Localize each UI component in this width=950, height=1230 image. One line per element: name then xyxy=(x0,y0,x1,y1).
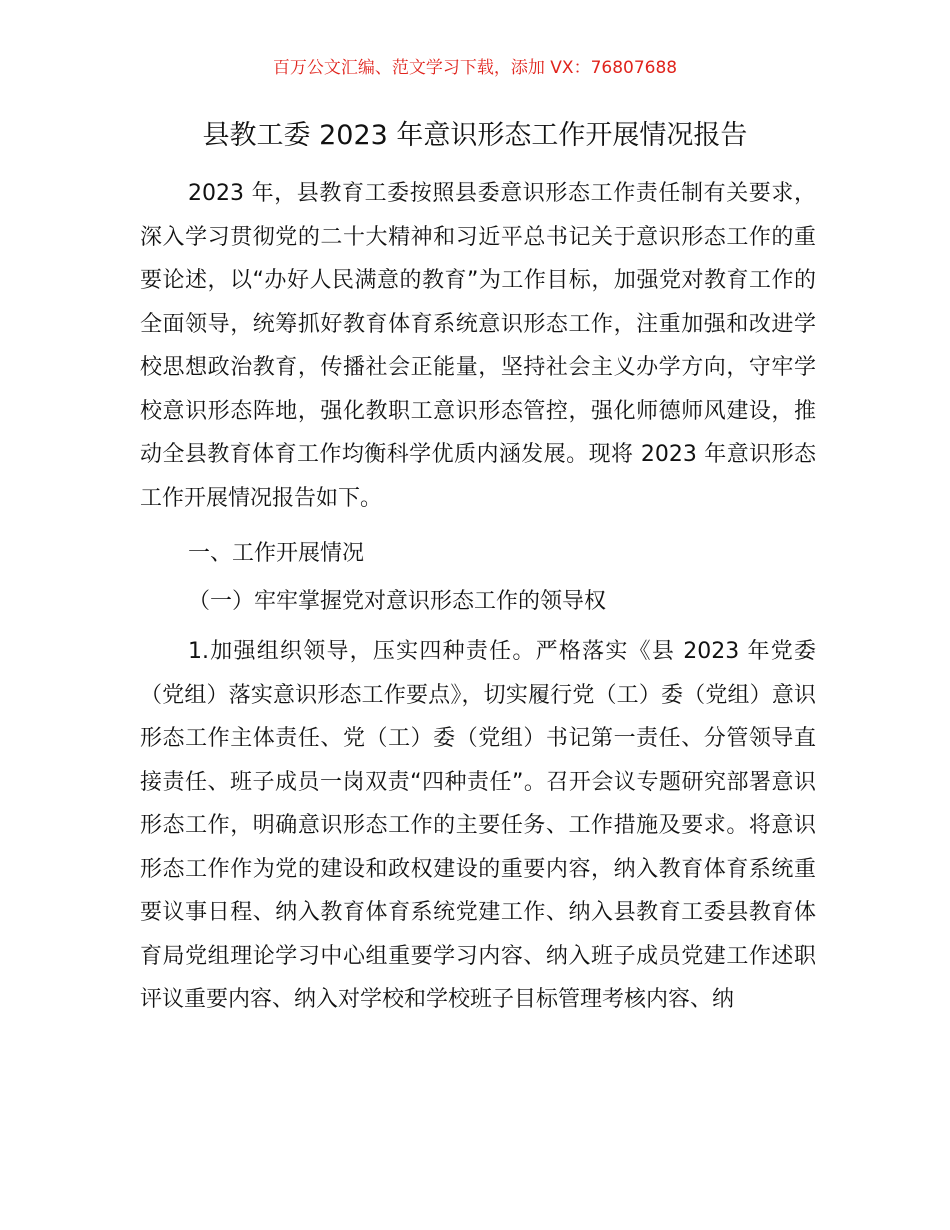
intro-paragraph: 2023 年，县教育工委按照县委意识形态工作责任制有关要求，深入学习贯彻党的二十大精神和习近平总书记关于意识形态工作的重要论述，以“办好人民满意的教育”为工作目标，加强党对教育工作的全面领导，统筹抓好教育体育系统意识形态工作，注重加强和改进学校思想政治教育，传播社会正能量，坚持社会主义办学方向，守牢学校意识形态阵地，强化教职工意识形态管控，强化师德师风建设，推动全县教育体育工作均衡科学优质内涵发展。现将 2023 年意识形态工作开展情况报告如下。 xyxy=(140,181,816,511)
subsection-heading-leadership: （一）牢牢掌握党对意识形态工作的领导权 xyxy=(188,589,607,614)
item-1-paragraph: 1.加强组织领导，压实四种责任。严格落实《县 2023 年党委（党组）落实意识形态工作要点》，切实履行党（工）委（党组）意识形态工作主体责任、党（工）委（党组）书记第一责任、分管领导直接责任、班子成员一岗双责“四种责任”。召开会议专题研究部署意识形态工作，明确意识形态工作的主要任务、工作措施及要求。将意识形态工作作为党的建设和政权建设的重要内容，纳入教育体育系统重要议事日程、纳入教育体育系统党建工作、纳入县教育工委县教育体育局党组理论学习中心组重要学习内容、纳入班子成员党建工作述职评议重要内容、纳入对学校和学校班子目标管理考核内容、纳 xyxy=(140,639,816,1012)
section-heading-work-progress: 一、工作开展情况 xyxy=(188,541,365,566)
document-title: 县教工委 2023 年意识形态工作开展情况报告 xyxy=(202,120,748,151)
document-body xyxy=(140,172,816,1022)
header-banner: 百万公文汇编、范文学习下载，添加 VX：76807688 xyxy=(272,58,678,78)
